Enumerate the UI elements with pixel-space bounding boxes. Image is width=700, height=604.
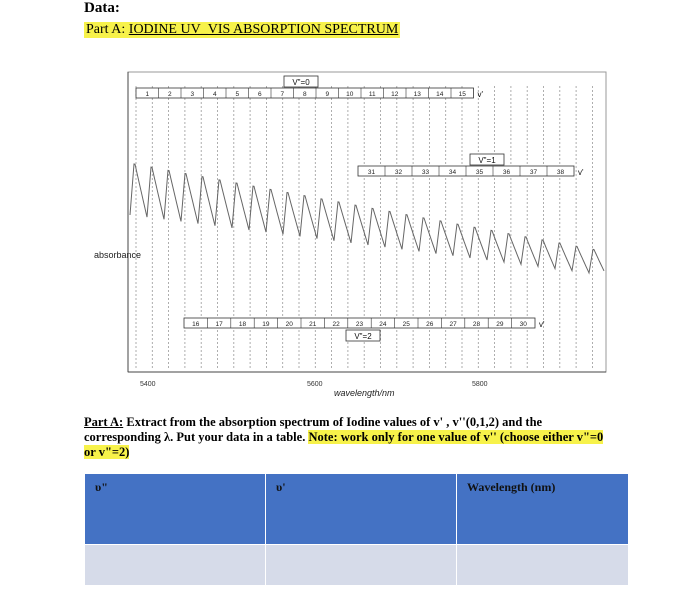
instructions-text: Extract from the absorption spectrum of Iodine values of v' , v''(0,1,2) and the corresponding λ. Put your data in a table. (84, 415, 543, 444)
header-wavelength: Wavelength (nm) (457, 474, 629, 545)
header-v-double-prime: υ" (85, 474, 266, 545)
data-heading: Data: (84, 0, 120, 16)
bandBot-label: V"=2 (354, 332, 372, 341)
band-number: 33 (421, 169, 430, 176)
table-row (85, 545, 629, 586)
x-tick-5800: 5800 (472, 381, 488, 388)
band-number: 26 (426, 321, 434, 328)
band-number: 37 (529, 169, 538, 176)
part-a-title-text: IODINE UV_VIS ABSORPTION SPECTRUM (128, 22, 399, 37)
x-tick-5600: 5600 (307, 381, 323, 388)
bandMid-label: V"=1 (478, 156, 496, 165)
band-number: 17 (215, 321, 223, 328)
band-number: 22 (332, 321, 340, 328)
band-number: 8 (302, 91, 307, 98)
x-axis-label: wavelength/nm (334, 388, 395, 398)
band-number: 29 (496, 321, 504, 328)
table-cell[interactable] (457, 545, 629, 586)
bandTop-tag: v' (477, 90, 484, 99)
band-number: 21 (309, 321, 317, 328)
band-number: 35 (475, 169, 484, 176)
part-a-prefix: Part A: (86, 22, 129, 37)
band-number: 34 (448, 169, 457, 176)
band-number: 38 (556, 169, 565, 176)
band-number: 11 (368, 91, 376, 98)
y-axis-label: absorbance (94, 250, 142, 260)
band-number: 16 (192, 321, 200, 328)
spectrum-plot (94, 68, 625, 398)
absorption-spectrum-figure (94, 68, 625, 398)
band-number: 32 (394, 169, 403, 176)
band-number: 36 (502, 169, 511, 176)
band-number: 4 (212, 91, 217, 98)
band-number: 9 (325, 91, 330, 98)
band-number: 3 (190, 91, 195, 98)
instructions-part-label: Part A: (84, 415, 124, 429)
band-number: 20 (285, 321, 293, 328)
data-table (84, 473, 629, 586)
x-tick-5400: 5400 (140, 381, 156, 388)
part-a-title (84, 22, 400, 38)
band-number: 18 (238, 321, 247, 328)
bandBot-tag: v' (539, 320, 545, 329)
bandTop-label: V"=0 (292, 78, 310, 87)
bandMid-tag: v' (578, 168, 584, 177)
band-number: 28 (472, 321, 481, 328)
header-v-prime: υ' (266, 474, 457, 545)
band-number: 1 (145, 91, 150, 98)
band-number: 30 (519, 321, 527, 328)
band-number: 13 (413, 91, 421, 98)
band-number: 24 (379, 321, 387, 328)
band-number: 19 (262, 321, 270, 328)
band-number: 2 (167, 91, 172, 98)
band-number: 27 (449, 321, 457, 328)
band-number: 12 (391, 91, 399, 98)
instructions-paragraph (84, 415, 604, 460)
instructions-note: Note: work only for one value of v'' (choose either v"=0 or v"=2) (84, 430, 604, 459)
band-number: 25 (402, 321, 410, 328)
table-cell[interactable] (85, 545, 266, 586)
band-number: 23 (355, 321, 364, 328)
band-number: 5 (235, 91, 240, 98)
band-number: 10 (346, 91, 354, 98)
band-number: 14 (436, 91, 444, 98)
table-header-row (85, 474, 629, 545)
table-cell[interactable] (266, 545, 457, 586)
band-number: 6 (257, 91, 262, 98)
band-number: 15 (458, 91, 466, 98)
band-number: 7 (280, 91, 285, 98)
band-number: 31 (367, 169, 376, 176)
